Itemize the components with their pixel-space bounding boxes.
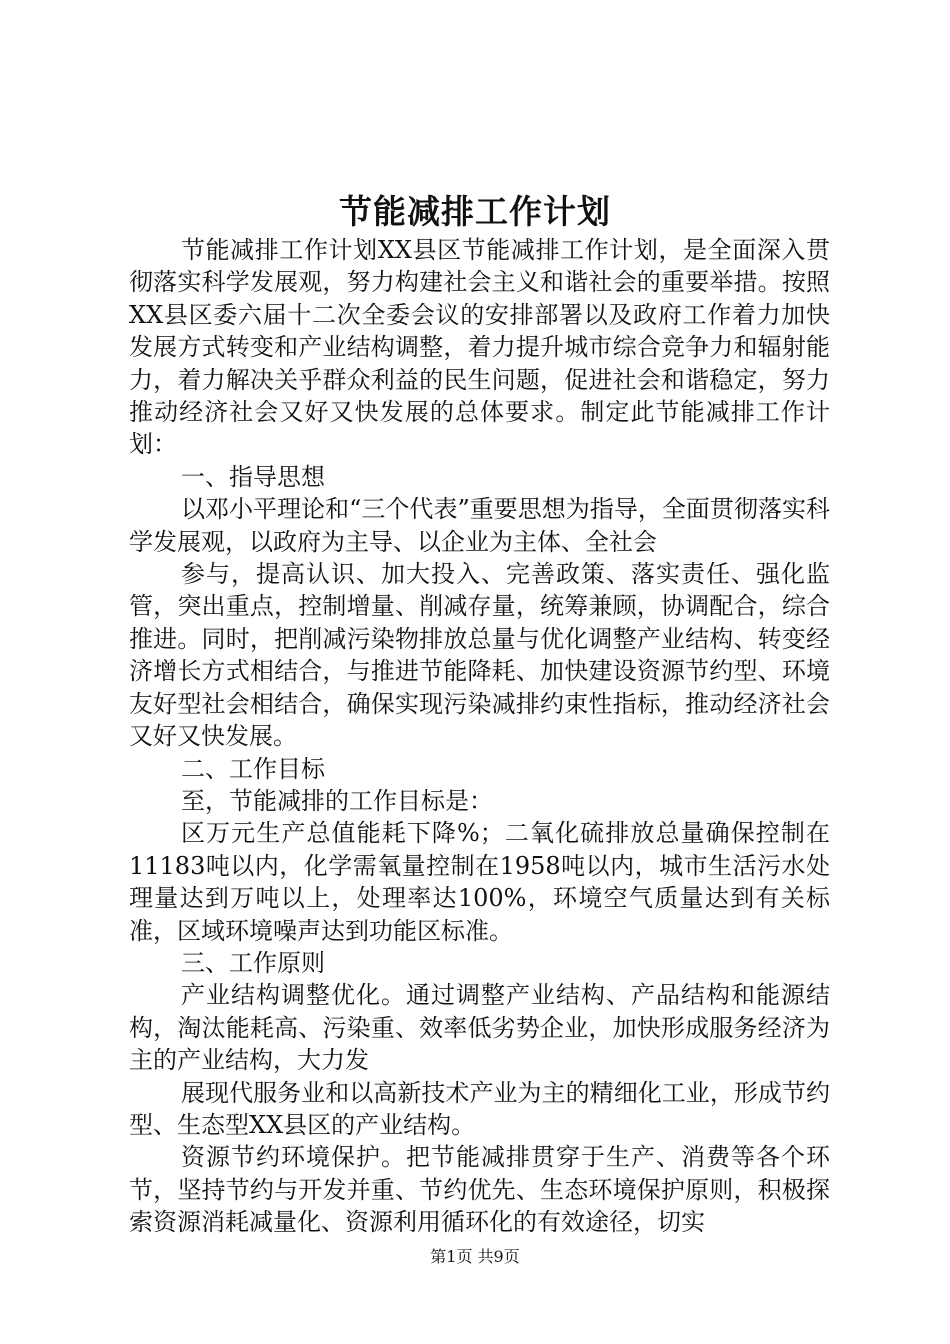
paragraph: 区万元生产总值能耗下降%；二氧化硫排放总量确保控制在11183吨以内，化学需氧量控制在1958吨以内，城市生活污水处理量达到万吨以上，处理率达100%，环境空气质量达到有关标准，区域环境噪声达到功能区标准。 xyxy=(129,819,830,945)
section-heading-work-goals: 二、工作目标 xyxy=(181,754,325,783)
paragraph: 以邓小平理论和“三个代表”重要思想为指导，全面贯彻落实科学发展观，以政府为主导、以企业为主体、全社会 xyxy=(129,495,830,556)
paragraph: 资源节约环境保护。把节能减排贯穿于生产、消费等各个环节，坚持节约与开发并重、节约优先、生态环境保护原则，积极探索资源消耗减量化、资源利用循环化的有效途径，切实 xyxy=(129,1143,830,1237)
paragraph: 参与，提高认识、加大投入、完善政策、落实责任、强化监管，突出重点，控制增量、削减存量，统筹兼顾，协调配合，综合推进。同时，把削减污染物排放总量与优化调整产业结构、转变经济增长方式相结合，与推进节能降耗、加快建设资源节约型、环境友好型社会相结合，确保实现污染减排约束性指标，推动经济社会又好又快发展。 xyxy=(129,560,830,751)
section-heading-work-principles: 三、工作原则 xyxy=(181,948,325,977)
page-number-footer: 第1页 共9页 xyxy=(430,1247,520,1266)
paragraph: 至，节能减排的工作目标是： xyxy=(181,786,493,815)
paragraph: 展现代服务业和以高新技术产业为主的精细化工业，形成节约型、生态型XX县区的产业结构。 xyxy=(129,1078,830,1139)
section-heading-guiding-ideology: 一、指导思想 xyxy=(181,462,325,491)
document-title: 节能减排工作计划 xyxy=(339,192,611,231)
paragraph: 产业结构调整优化。通过调整产业结构、产品结构和能源结构，淘汰能耗高、污染重、效率低劣势企业，加快形成服务经济为主的产业结构，大力发 xyxy=(129,981,830,1075)
document-body xyxy=(129,234,830,1239)
paragraph-intro: 节能减排工作计划XX县区节能减排工作计划，是全面深入贯彻落实科学发展观，努力构建社会主义和谐社会的重要举措。按照XX县区委六届十二次全委会议的安排部署以及政府工作着力加快发展方式转变和产业结构调整，着力提升城市综合竞争力和辐射能力，着力解决关乎群众利益的民生问题，促进社会和谐稳定，努力推动经济社会又好又快发展的总体要求。制定此节能减排工作计划： xyxy=(129,236,830,459)
